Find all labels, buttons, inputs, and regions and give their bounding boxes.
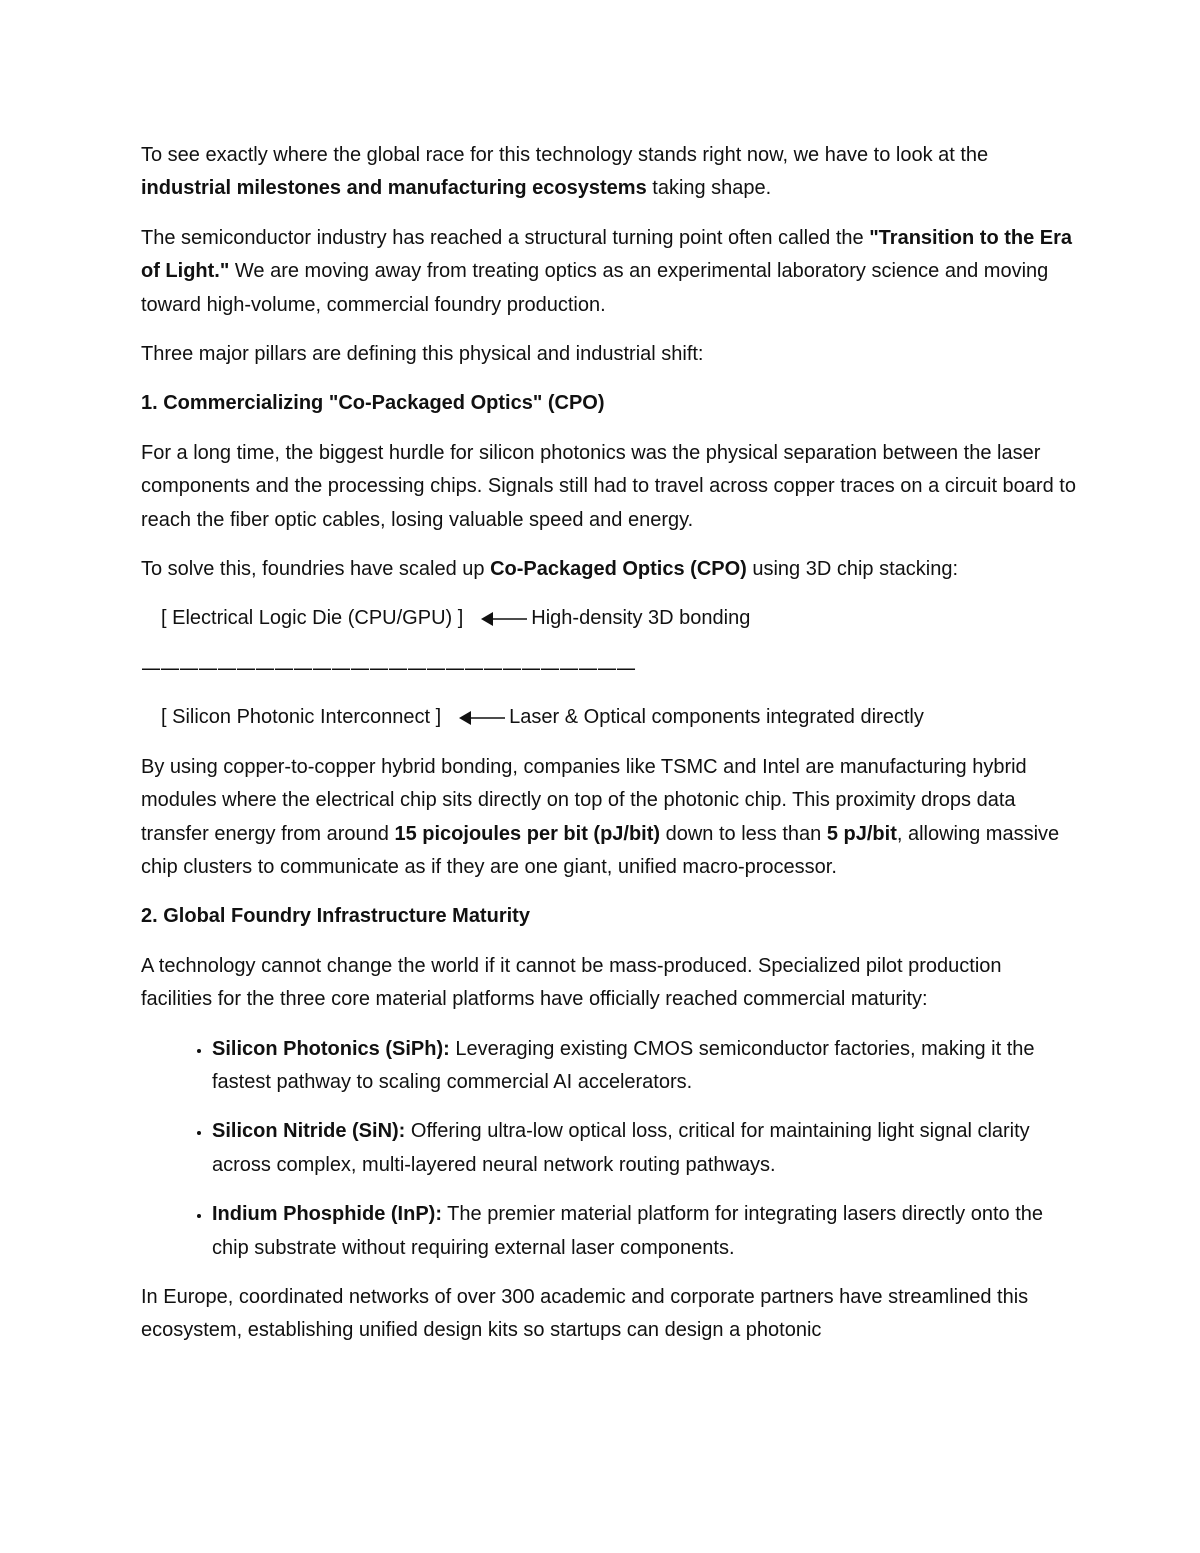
left-arrow-icon bbox=[481, 611, 527, 627]
list-item-term: Indium Phosphide (InP): bbox=[212, 1203, 442, 1226]
diagram-layer-photonic-label: [ Silicon Photonic Interconnect ] bbox=[161, 706, 442, 729]
list-item-term: Silicon Nitride (SiN): bbox=[212, 1120, 406, 1143]
diagram-divider: —————————————————————————— bbox=[141, 655, 635, 680]
pillars-paragraph: Three major pillars are defining this physical and industrial shift: bbox=[141, 343, 704, 366]
section1-p2-text-end: using 3D chip stacking: bbox=[746, 558, 959, 581]
document-body bbox=[141, 139, 1076, 1364]
section2-paragraph-2: In Europe, coordinated networks of over 300 academic and corporate partners have streamlined this ecosystem, establishing unified design kits so startups can design a photonic bbox=[141, 1285, 1029, 1342]
transition-text: The semiconductor industry has reached a structural turning point often called the bbox=[141, 226, 870, 249]
intro-text-end: taking shape. bbox=[646, 177, 772, 200]
section2-heading: 2. Global Foundry Infrastructure Maturity bbox=[141, 905, 530, 928]
diagram-layer-logic bbox=[141, 602, 1076, 635]
diagram-layer-logic-label: [ Electrical Logic Die (CPU/GPU) ] bbox=[161, 607, 464, 630]
list-item bbox=[212, 1115, 1076, 1182]
left-arrow-icon bbox=[459, 710, 505, 726]
diagram-layer-logic-note: High-density 3D bonding bbox=[531, 607, 751, 630]
diagram-layer-photonic bbox=[141, 701, 1076, 734]
section1-paragraph-1: For a long time, the biggest hurdle for silicon photonics was the physical separation between the laser components and the processing chips. Signals still had to travel across copper traces on a circuit board to reach the fiber optic cables, losing valuable speed and energy. bbox=[141, 441, 1076, 531]
list-item bbox=[212, 1033, 1076, 1100]
section1-paragraph-2 bbox=[141, 553, 1076, 586]
section1-p3-text-end: , allowing massive chip clusters to communicate as if they are one giant, unified macro-processor. bbox=[141, 822, 1060, 878]
section1-p2-text: To solve this, foundries have scaled up bbox=[141, 558, 491, 581]
section1-paragraph-3 bbox=[141, 751, 1076, 885]
section1-p3-text: By using copper-to-copper hybrid bonding, companies like TSMC and Intel are manufacturing hybrid modules where the electrical chip sits directly on top of the photonic chip. This proximity drops data transfer energy from around bbox=[141, 755, 1027, 845]
transition-emphasis: "Transition to the Era of Light." bbox=[141, 226, 1073, 283]
list-item-text: Leveraging existing CMOS semiconductor factories, making it the fastest pathway to scaling commercial AI accelerators. bbox=[212, 1037, 1035, 1093]
diagram-layer-photonic-note: Laser & Optical components integrated directly bbox=[509, 706, 924, 729]
section2-paragraph-1: A technology cannot change the world if it cannot be mass-produced. Specialized pilot production facilities for the three core material platforms have officially reached commercial maturity: bbox=[141, 954, 1002, 1011]
energy-before-value: 15 picojoules per bit (pJ/bit) bbox=[394, 822, 661, 845]
list-item bbox=[212, 1198, 1076, 1265]
section1-p3-text-mid: down to less than bbox=[660, 822, 827, 845]
list-item-term: Silicon Photonics (SiPh): bbox=[212, 1037, 450, 1060]
intro-emphasis: industrial milestones and manufacturing ecosystems bbox=[141, 177, 647, 200]
energy-after-value: 5 pJ/bit bbox=[826, 822, 897, 845]
list-item-text: Offering ultra-low optical loss, critical for maintaining light signal clarity across complex, multi-layered neural network routing pathways. bbox=[212, 1120, 1030, 1176]
platform-list bbox=[141, 1033, 1076, 1265]
transition-paragraph bbox=[141, 222, 1076, 322]
section1-p2-emphasis: Co-Packaged Optics (CPO) bbox=[490, 558, 747, 581]
transition-text-end: We are moving away from treating optics as an experimental laboratory science and moving toward high-volume, commercial foundry production. bbox=[141, 260, 1049, 316]
list-item-text: The premier material platform for integrating lasers directly onto the chip substrate without requiring external laser components. bbox=[212, 1203, 1043, 1259]
intro-text: To see exactly where the global race for this technology stands right now, we have to look at the bbox=[141, 144, 989, 166]
intro-paragraph bbox=[141, 139, 1076, 206]
section1-heading: 1. Commercializing "Co-Packaged Optics" (CPO) bbox=[141, 392, 605, 415]
